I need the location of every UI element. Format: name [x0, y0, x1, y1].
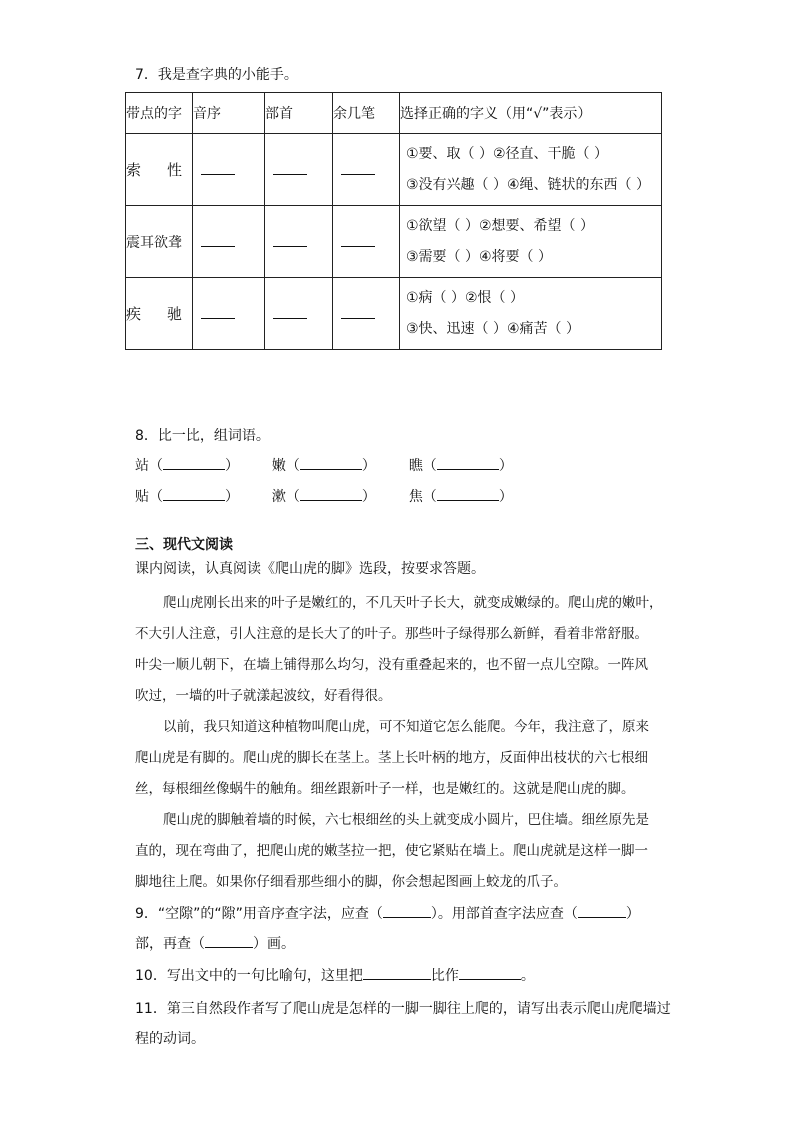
passage-line: 爬山虎是有脚的。爬山虎的脚长在茎上。茎上长叶柄的地方，反面伸出枝状的六七根细 — [135, 750, 648, 766]
passage-line: 吹过，一墙的叶子就漾起波纹，好看得很。 — [135, 688, 392, 704]
header-char: 带点的字 — [126, 93, 193, 134]
q10-text: 比作 — [430, 968, 459, 984]
q10-text: 。 — [520, 968, 535, 984]
header-bushou: 部首 — [265, 93, 333, 134]
header-yinxu: 音序 — [193, 93, 265, 134]
option-line[interactable]: ①欲望（ ）②想要、希望（ ） — [406, 217, 595, 234]
yinxu-blank-cell[interactable] — [193, 134, 265, 206]
meaning-options — [400, 278, 662, 350]
strokes-blank-cell[interactable] — [333, 206, 400, 278]
q11-line2: 程的动词。 — [135, 1031, 205, 1047]
bushou-blank-cell[interactable] — [265, 134, 333, 206]
option-line[interactable]: ①病（ ）②恨（ ） — [406, 289, 525, 306]
q9-text: 部，再查（ — [135, 936, 205, 952]
table-row — [126, 134, 662, 206]
char-cell — [126, 206, 193, 278]
q11-line1: 11．第三自然段作者写了爬山虎是怎样的一脚一脚往上爬的，请写出表示爬山虎爬墙过 — [135, 1001, 671, 1017]
dictionary-table — [125, 92, 662, 350]
char-a: 疾 — [126, 305, 142, 323]
q9-text: ）画。 — [253, 936, 295, 952]
passage-line: 脚地往上爬。如果你仔细看那些细小的脚，你会想起图画上蛟龙的爪子。 — [135, 874, 567, 890]
word-label: 漱（ — [271, 489, 300, 505]
passage-line: 不大引人注意，引人注意的是长大了的叶子。那些叶子绿得那么新鲜，看着非常舒服。 — [135, 626, 648, 642]
option-line[interactable]: ③快、迅速（ ）④痛苦（ ） — [406, 320, 581, 337]
char-a: 索 — [126, 161, 142, 179]
q9-line1 — [135, 903, 640, 923]
answer-blank[interactable] — [201, 304, 235, 319]
answer-blank[interactable] — [459, 965, 521, 980]
option-line[interactable]: ①要、取（ ）②径直、干脆（ ） — [406, 145, 609, 162]
char-b: 性 — [167, 161, 183, 179]
strokes-blank-cell[interactable] — [333, 278, 400, 350]
option-line[interactable]: ③没有兴趣（ ）④绳、链状的东西（ ） — [406, 176, 651, 193]
q9-line2 — [135, 933, 295, 953]
word-close: ） — [361, 458, 376, 474]
option-line[interactable]: ③需要（ ）④将要（ ） — [406, 248, 553, 265]
answer-blank[interactable] — [437, 455, 499, 470]
answer-blank[interactable] — [578, 903, 626, 918]
passage-line: 叶尖一顺儿朝下，在墙上铺得那么均匀，没有重叠起来的，也不留一点儿空隙。一阵风 — [135, 657, 648, 673]
q8-row1 — [135, 455, 513, 475]
word-label: 贴（ — [135, 489, 163, 505]
yinxu-blank-cell[interactable] — [193, 206, 265, 278]
word-label: 嫩（ — [271, 458, 300, 474]
answer-blank[interactable] — [201, 232, 235, 247]
answer-blank[interactable] — [273, 232, 307, 247]
q10 — [135, 965, 535, 985]
header-strokes: 余几笔 — [333, 93, 400, 134]
passage-line: 以前，我只知道这种植物叫爬山虎，可不知道它怎么能爬。今年，我注意了，原来 — [163, 719, 649, 735]
table-row — [126, 206, 662, 278]
answer-blank[interactable] — [205, 933, 253, 948]
answer-blank[interactable] — [273, 160, 307, 175]
passage-line: 丝，每根细丝像蜗牛的触角。细丝跟新叶子一样，也是嫩红的。这就是爬山虎的脚。 — [135, 781, 635, 797]
answer-blank[interactable] — [163, 455, 225, 470]
q8-row2 — [135, 486, 513, 506]
word-label: 焦（ — [408, 489, 437, 505]
answer-blank[interactable] — [341, 160, 375, 175]
char-cell — [126, 278, 193, 350]
char-a: 震耳欲聋 — [126, 234, 182, 251]
q9-text: ）。用部首查字法应查（ — [430, 906, 578, 922]
table-row — [126, 278, 662, 350]
char-cell — [126, 134, 193, 206]
answer-blank[interactable] — [363, 965, 431, 980]
passage-line: 爬山虎的脚触着墙的时候，六七根细丝的头上就变成小圆片，巴住墙。细丝原先是 — [163, 812, 649, 828]
char-b: 驰 — [167, 305, 183, 323]
answer-blank[interactable] — [300, 486, 362, 501]
answer-blank[interactable] — [383, 903, 431, 918]
section3-heading: 三、现代文阅读 — [135, 537, 233, 553]
answer-blank[interactable] — [341, 232, 375, 247]
q9-text: 9．“空隙”的“隙”用音序查字法，应查（ — [135, 906, 383, 922]
yinxu-blank-cell[interactable] — [193, 278, 265, 350]
answer-blank[interactable] — [201, 160, 235, 175]
meaning-options — [400, 134, 662, 206]
q7-title: 7．我是查字典的小能手。 — [135, 67, 298, 83]
q8-title: 8．比一比，组词语。 — [135, 428, 270, 444]
passage-line: 直的，现在弯曲了，把爬山虎的嫩茎拉一把，使它紧贴在墙上。爬山虎就是这样一脚一 — [135, 843, 648, 859]
answer-blank[interactable] — [273, 304, 307, 319]
word-label: 瞧（ — [408, 458, 437, 474]
strokes-blank-cell[interactable] — [333, 134, 400, 206]
word-close: ） — [225, 458, 239, 474]
passage-line: 爬山虎刚长出来的叶子是嫩红的，不几天叶子长大，就变成嫩绿的。爬山虎的嫩叶， — [163, 595, 663, 611]
word-close: ） — [225, 489, 239, 505]
meaning-options — [400, 206, 662, 278]
q9-text: ） — [625, 906, 640, 922]
answer-blank[interactable] — [163, 486, 225, 501]
section3-intro: 课内阅读，认真阅读《爬山虎的脚》选段，按要求答题。 — [135, 561, 485, 577]
header-meaning: 选择正确的字义（用“√”表示） — [400, 93, 662, 134]
word-close: ） — [498, 489, 513, 505]
answer-blank[interactable] — [437, 486, 499, 501]
answer-blank[interactable] — [300, 455, 362, 470]
word-label: 站（ — [135, 458, 163, 474]
bushou-blank-cell[interactable] — [265, 278, 333, 350]
q10-text: 10．写出文中的一句比喻句，这里把 — [135, 968, 363, 984]
word-close: ） — [361, 489, 376, 505]
word-close: ） — [498, 458, 513, 474]
answer-blank[interactable] — [341, 304, 375, 319]
bushou-blank-cell[interactable] — [265, 206, 333, 278]
